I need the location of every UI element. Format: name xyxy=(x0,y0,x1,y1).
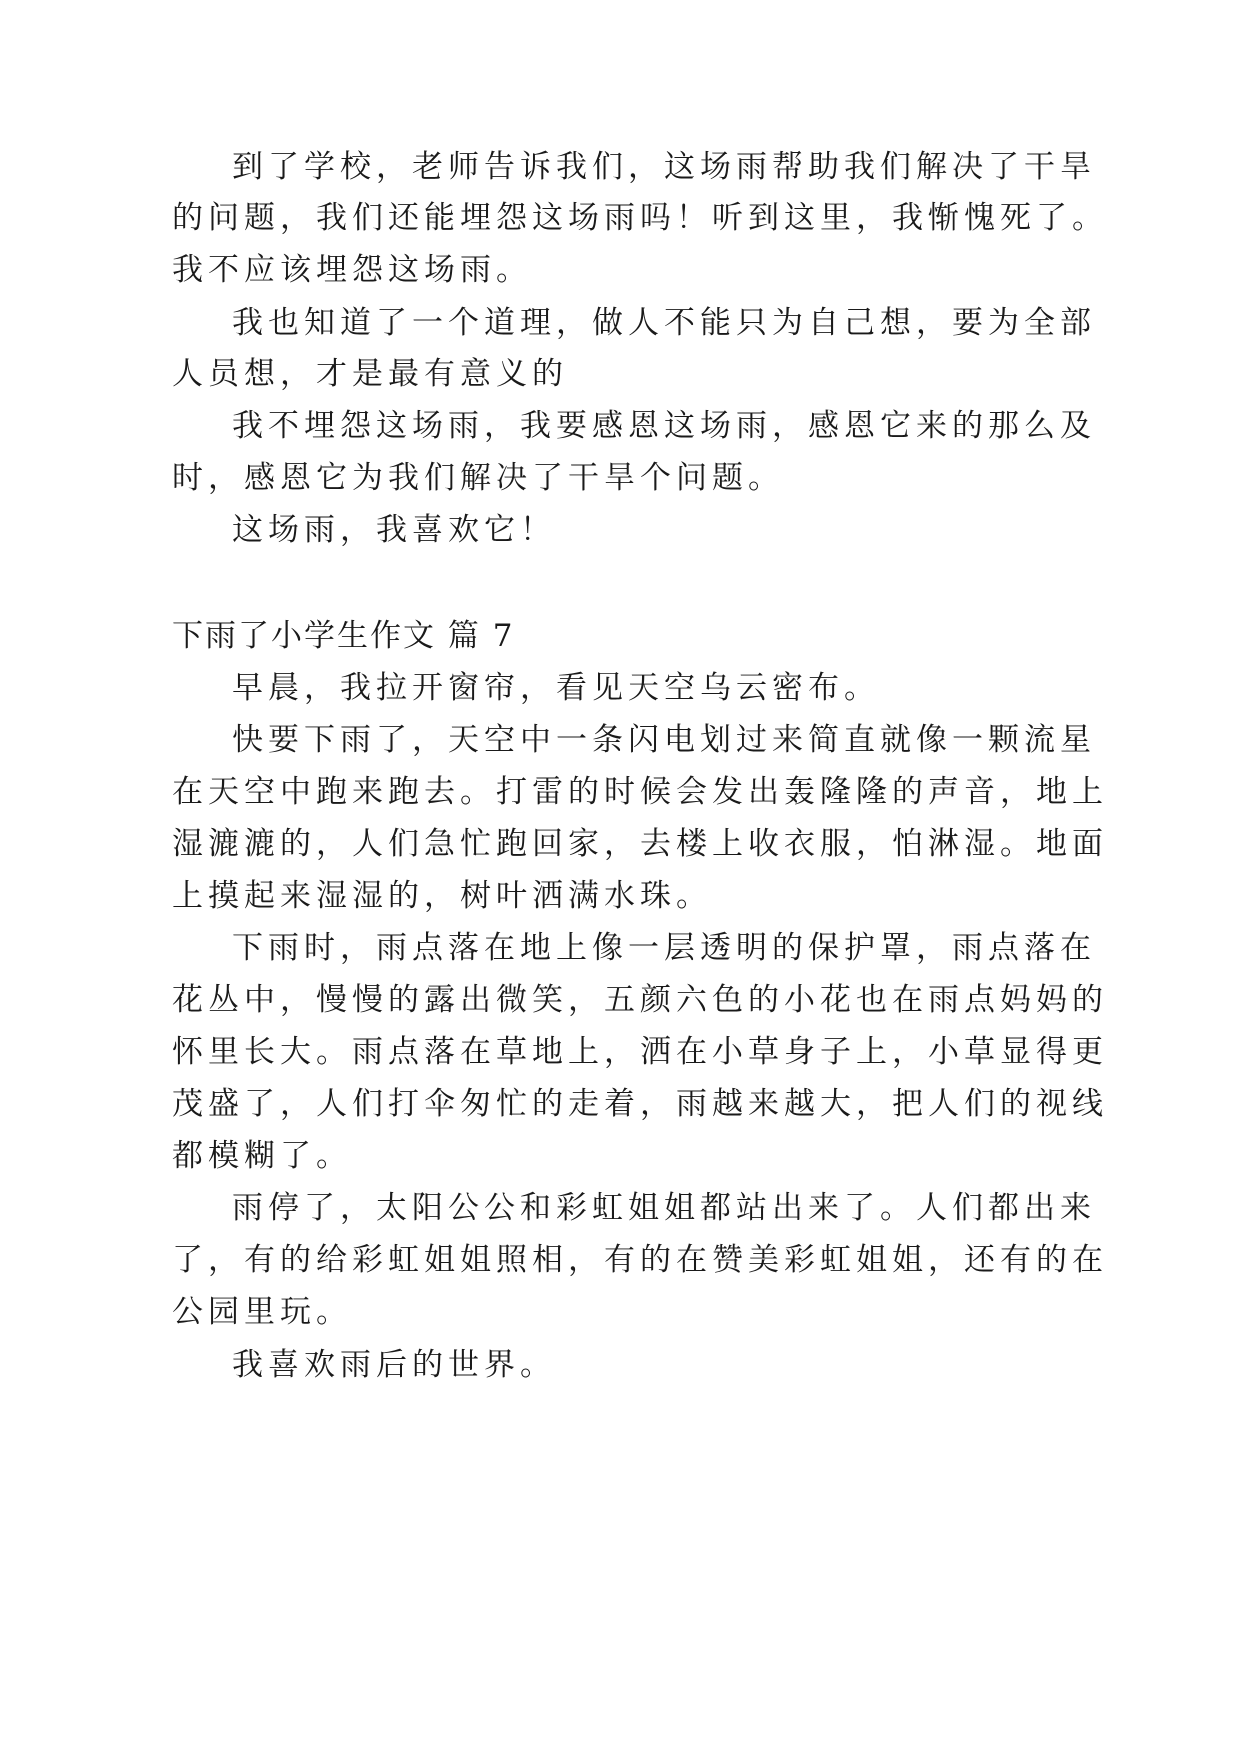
text-line: 时，感恩它为我们解决了干旱个问题。 xyxy=(172,460,784,496)
text-line: 花丛中，慢慢的露出微笑，五颜六色的小花也在雨点妈妈的 xyxy=(172,982,1108,1018)
text-line: 我不应该埋怨这场雨。 xyxy=(172,252,532,288)
text-line: 的问题，我们还能埋怨这场雨吗！听到这里，我惭愧死了。 xyxy=(172,200,1108,236)
text-line: 在天空中跑来跑去。打雷的时候会发出轰隆隆的声音，地上 xyxy=(172,774,1108,810)
text-line: 雨停了，太阳公公和彩虹姐姐都站出来了。人们都出来 xyxy=(232,1190,1096,1226)
section-heading: 下雨了小学生作文 篇 7 xyxy=(172,618,515,654)
text-line: 上摸起来湿湿的，树叶洒满水珠。 xyxy=(172,878,712,914)
text-line: 湿漉漉的，人们急忙跑回家，去楼上收衣服，怕淋湿。地面 xyxy=(172,826,1108,862)
text-line: 怀里长大。雨点落在草地上，洒在小草身子上，小草显得更 xyxy=(172,1034,1108,1070)
text-line: 到了学校，老师告诉我们，这场雨帮助我们解决了干旱 xyxy=(232,149,1096,185)
text-line: 公园里玩。 xyxy=(172,1294,352,1330)
text-line: 人员想，才是最有意义的 xyxy=(172,356,568,392)
text-line: 这场雨，我喜欢它！ xyxy=(232,512,556,548)
text-line: 我也知道了一个道理，做人不能只为自己想，要为全部 xyxy=(232,305,1096,341)
text-line: 我不埋怨这场雨，我要感恩这场雨，感恩它来的那么及 xyxy=(232,408,1096,444)
text-line: 我喜欢雨后的世界。 xyxy=(232,1347,556,1383)
text-line: 下雨时，雨点落在地上像一层透明的保护罩，雨点落在 xyxy=(232,930,1096,966)
text-line: 快要下雨了，天空中一条闪电划过来简直就像一颗流星 xyxy=(232,722,1096,758)
text-line: 早晨，我拉开窗帘，看见天空乌云密布。 xyxy=(232,670,880,706)
text-line: 茂盛了，人们打伞匆忙的走着，雨越来越大，把人们的视线 xyxy=(172,1086,1108,1122)
text-line: 都模糊了。 xyxy=(172,1138,352,1174)
text-line: 了，有的给彩虹姐姐照相，有的在赞美彩虹姐姐，还有的在 xyxy=(172,1242,1108,1278)
